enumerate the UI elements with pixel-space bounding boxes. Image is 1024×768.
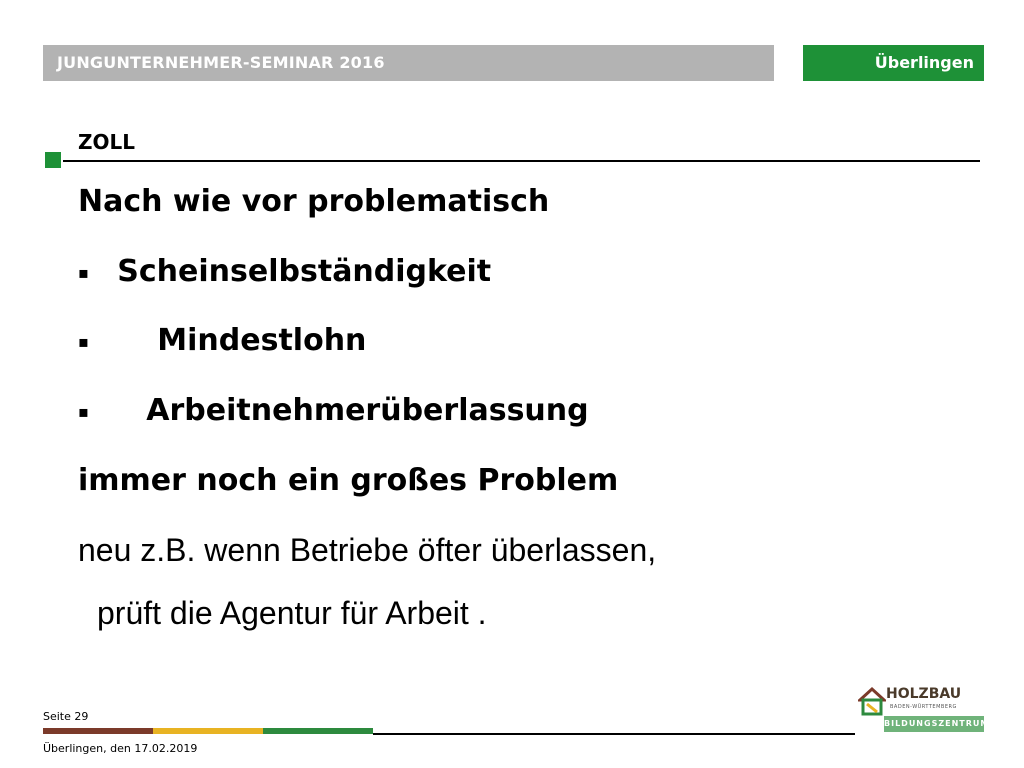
bullet-icon: ▪: [78, 263, 89, 282]
bullet-text: Mindestlohn: [157, 323, 367, 358]
section-marker-icon: [45, 152, 61, 168]
section-divider: [63, 160, 980, 162]
bullet-text: Scheinselbständigkeit: [117, 254, 492, 289]
logo-tagline-bar: [884, 716, 990, 732]
bullet-item: [78, 393, 589, 428]
header-bar: [43, 45, 774, 81]
location-badge: [803, 45, 984, 81]
bullet-item: [78, 323, 366, 358]
logo-tagline: BILDUNGSZENTRUM: [884, 719, 990, 728]
location-label: Überlingen: [874, 53, 974, 72]
footer-page-number: Seite 29: [43, 710, 89, 723]
content-statement: immer noch ein großes Problem: [78, 463, 619, 498]
holzbau-logo: [858, 684, 990, 736]
logo-brand: HOLZBAU: [886, 686, 962, 702]
header-title: JUNGUNTERNEHMER-SEMINAR 2016: [57, 53, 385, 72]
house-icon: [858, 686, 886, 716]
content-note-line-1: neu z.B. wenn Betriebe öfter überlassen,: [78, 532, 657, 568]
footer-stripe-brown: [43, 728, 153, 734]
footer-date: Überlingen, den 17.02.2019: [43, 742, 198, 755]
bullet-icon: ▪: [78, 402, 89, 421]
logo-region: BADEN-WÜRTTEMBERG: [890, 704, 957, 710]
footer-divider: [373, 733, 855, 735]
bullet-text: Arbeitnehmerüberlassung: [146, 393, 589, 428]
bullet-item: [78, 254, 491, 289]
bullet-icon: ▪: [78, 332, 89, 351]
footer-stripe-green: [263, 728, 373, 734]
content-note-line-2: prüft die Agentur für Arbeit .: [97, 595, 487, 631]
section-title: ZOLL: [78, 130, 135, 154]
content-heading: Nach wie vor problematisch: [78, 184, 550, 219]
footer-stripe-yellow: [153, 728, 263, 734]
